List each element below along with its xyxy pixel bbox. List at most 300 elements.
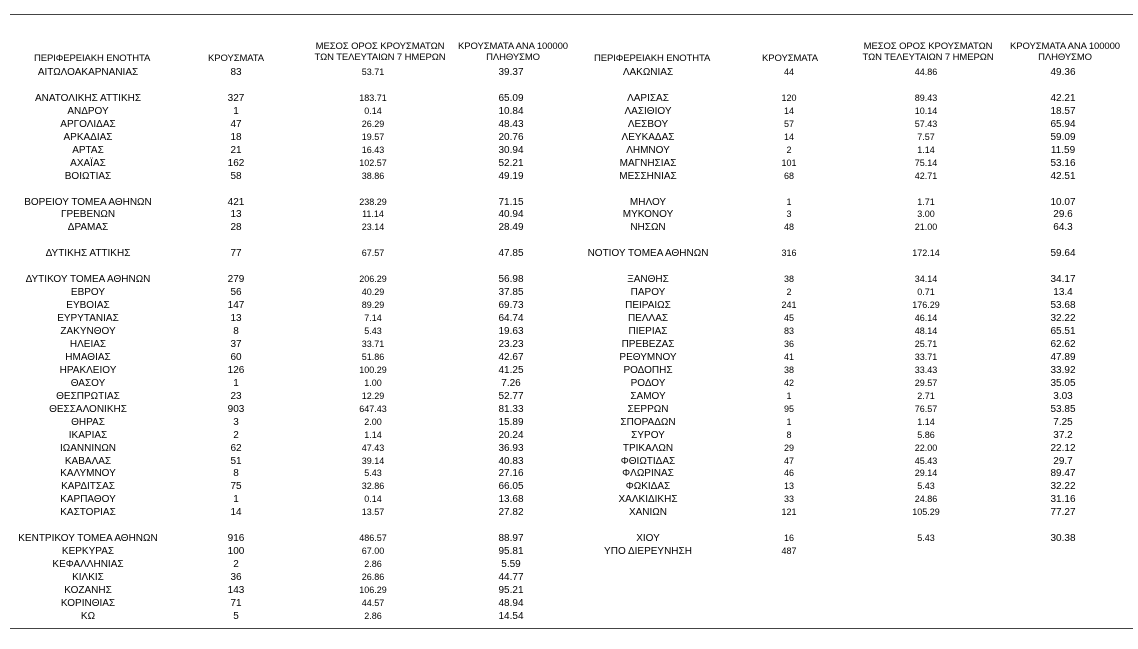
- cell-cases: 57: [783, 118, 794, 129]
- cell-avg: 5.43: [364, 468, 382, 479]
- cell-rate: 95.81: [498, 546, 524, 558]
- cell-cases: 121: [781, 507, 797, 518]
- cell-cases: 2: [786, 144, 792, 155]
- cell-cases: 101: [781, 157, 797, 168]
- cell-avg: 0.14: [364, 105, 382, 116]
- header-right-cases: ΚΡΟΥΣΜΑΤΑ: [762, 53, 819, 64]
- cell-cases: 68: [783, 170, 794, 181]
- header-right-rate-line1: ΚΡΟΥΣΜΑΤΑ ΑΝΑ 100000: [1010, 41, 1120, 52]
- cell-rate: 53.16: [1050, 157, 1076, 169]
- cell-name: ΦΩΚΙΔΑΣ: [625, 481, 671, 493]
- cell-avg: 44.57: [361, 597, 385, 608]
- cell-rate: 31.16: [1050, 494, 1076, 506]
- cell-cases: 1: [233, 494, 239, 506]
- cell-name: ΛΑΣΙΘΙΟΥ: [624, 105, 672, 117]
- header-left-region: ΠΕΡΙΦΕΡΕΙΑΚΗ ΕΝΟΤΗΤΑ: [34, 53, 151, 64]
- header-left-avg-line1: ΜΕΣΟΣ ΟΡΟΣ ΚΡΟΥΣΜΑΤΩΝ: [315, 41, 445, 52]
- cell-name: ΣΑΜΟΥ: [630, 390, 666, 402]
- cell-rate: 39.37: [498, 67, 524, 78]
- cell-rate: 53.68: [1050, 300, 1076, 312]
- cell-avg: 102.57: [359, 157, 387, 168]
- cell-rate: 19.63: [498, 326, 524, 337]
- cell-avg: 7.14: [364, 313, 382, 324]
- cell-name: ΘΕΣΠΡΩΤΙΑΣ: [56, 390, 120, 402]
- cell-name: ΧΑΝΙΩΝ: [628, 507, 668, 519]
- header-right-rate: [1000, 41, 1130, 63]
- cell-cases: 2: [786, 287, 792, 298]
- cell-cases: 36: [783, 338, 794, 349]
- cell-rate: 88.97: [498, 533, 524, 545]
- cell-name: ΜΕΣΣΗΝΙΑΣ: [619, 170, 677, 182]
- cell-rate: 95.21: [498, 585, 524, 596]
- cell-avg: 105.29: [912, 507, 940, 518]
- cell-name: ΗΡΑΚΛΕΙΟΥ: [59, 364, 117, 376]
- cell-cases: 8: [233, 468, 239, 480]
- cell-name: ΜΥΚΟΝΟΥ: [622, 209, 674, 221]
- cell-avg: 486.57: [359, 533, 387, 544]
- cell-name: ΣΠΟΡΑΔΩΝ: [620, 416, 676, 428]
- cell-rate: 49.19: [498, 170, 524, 182]
- cell-name: ΔΡΑΜΑΣ: [67, 222, 109, 234]
- cell-name: ΕΥΒΟΙΑΣ: [66, 300, 110, 312]
- cell-name: ΤΡΙΚΑΛΩΝ: [622, 442, 674, 454]
- cell-name: ΛΑΚΩΝΙΑΣ: [622, 67, 674, 78]
- cell-name: ΕΥΡΥΤΑΝΙΑΣ: [57, 313, 119, 325]
- cell-rate: 81.33: [498, 403, 524, 415]
- cell-rate: 7.25: [1053, 416, 1073, 428]
- cell-name: ΑΝΑΤΟΛΙΚΗΣ ΑΤΤΙΚΗΣ: [34, 92, 142, 104]
- header-left-cases: ΚΡΟΥΣΜΑΤΑ: [208, 53, 265, 64]
- cell-name: ΣΕΡΡΩΝ: [627, 403, 669, 415]
- cell-rate: 27.16: [498, 468, 524, 480]
- cell-name: ΡΟΔΟΠΗΣ: [623, 364, 673, 376]
- cell-avg: 21.00: [914, 222, 938, 233]
- cell-avg: 48.14: [914, 326, 938, 336]
- cell-name: ΛΕΣΒΟΥ: [627, 118, 669, 130]
- cell-rate: 11.59: [1050, 144, 1076, 156]
- cell-cases: 8: [786, 429, 792, 440]
- cell-rate: 44.77: [498, 572, 524, 584]
- cell-avg: 46.14: [914, 313, 938, 324]
- cell-avg: 106.29: [359, 585, 387, 595]
- cell-name: ΚΑΡΠΑΘΟΥ: [60, 494, 116, 506]
- cell-cases: 45: [783, 313, 794, 324]
- cell-rate: 48.94: [498, 597, 524, 609]
- cell-avg: 26.29: [361, 118, 385, 129]
- cell-rate: 37.2: [1053, 429, 1073, 441]
- cell-name: ΕΒΡΟΥ: [70, 287, 106, 299]
- cell-cases: 14: [783, 105, 794, 116]
- cell-rate: 41.25: [498, 364, 524, 376]
- cell-avg: 5.43: [917, 533, 935, 544]
- cell-avg: 29.57: [914, 377, 938, 388]
- cell-avg: 183.71: [359, 92, 387, 103]
- cell-cases: 916: [227, 533, 245, 545]
- cell-cases: 36: [230, 572, 242, 584]
- cell-cases: 23: [230, 390, 242, 402]
- cell-name: ΠΕΛΛΑΣ: [627, 313, 669, 325]
- cell-rate: 89.47: [1050, 468, 1076, 480]
- cell-name: ΑΙΤΩΛΟΑΚΑΡΝΑΝΙΑΣ: [37, 67, 139, 78]
- cell-rate: 5.59: [501, 559, 521, 571]
- cell-avg: 57.43: [914, 118, 938, 129]
- cell-rate: 20.24: [498, 429, 524, 441]
- header-left-rate-line1: ΚΡΟΥΣΜΑΤΑ ΑΝΑ 100000: [458, 41, 568, 52]
- cell-rate: 64.3: [1053, 222, 1073, 234]
- cell-name: ΚΑΡΔΙΤΣΑΣ: [61, 481, 115, 493]
- cell-cases: 75: [230, 481, 242, 493]
- cell-cases: 100: [227, 546, 245, 558]
- cell-name: ΖΑΚΥΝΘΟΥ: [60, 326, 116, 337]
- cell-rate: 33.92: [1050, 364, 1076, 376]
- cell-rate: 48.43: [498, 118, 524, 130]
- cell-avg: 1.71: [917, 196, 935, 207]
- cell-cases: 83: [230, 67, 242, 78]
- cell-rate: 42.51: [1050, 170, 1076, 182]
- cell-cases: 60: [230, 351, 242, 363]
- cell-name: ΚΕΝΤΡΙΚΟΥ ΤΟΜΕΑ ΑΘΗΝΩΝ: [18, 533, 158, 545]
- cell-cases: 1: [233, 105, 239, 117]
- cell-avg: 1.14: [917, 416, 935, 427]
- cell-name: ΑΡΚΑΔΙΑΣ: [63, 131, 113, 143]
- cell-name: ΑΡΓΟΛΙΔΑΣ: [60, 118, 116, 130]
- cell-avg: 172.14: [912, 248, 940, 259]
- header-right-rate-line2: ΠΛΗΘΥΣΜΟ: [1038, 52, 1092, 63]
- cell-name: ΘΕΣΣΑΛΟΝΙΚΗΣ: [49, 403, 127, 415]
- cell-avg: 2.71: [917, 390, 935, 401]
- cell-avg: 1.14: [364, 429, 382, 440]
- cell-name: ΚΩ: [80, 610, 96, 622]
- cell-avg: 40.29: [361, 287, 385, 298]
- cell-name: ΛΗΜΝΟΥ: [626, 144, 670, 156]
- cell-avg: 2.00: [364, 416, 382, 427]
- cell-avg: 176.29: [912, 300, 940, 311]
- cell-avg: 2.86: [364, 610, 382, 621]
- cell-avg: 647.43: [359, 403, 387, 414]
- cell-rate: 23.23: [498, 338, 524, 350]
- cell-rate: 34.17: [1050, 274, 1076, 286]
- cell-cases: 8: [233, 326, 239, 337]
- cell-name: ΧΑΛΚΙΔΙΚΗΣ: [618, 494, 678, 506]
- cell-rate: 69.73: [498, 300, 524, 312]
- cell-name: ΚΙΛΚΙΣ: [72, 572, 104, 584]
- cell-avg: 11.14: [362, 209, 384, 220]
- cell-cases: 327: [227, 92, 245, 104]
- cell-name: ΚΟΡΙΝΘΙΑΣ: [60, 597, 116, 609]
- cell-rate: 66.05: [498, 481, 524, 493]
- cell-rate: 32.22: [1050, 481, 1076, 493]
- cell-name: ΚΑΣΤΟΡΙΑΣ: [60, 507, 116, 519]
- cell-rate: 13.68: [498, 494, 524, 506]
- cell-name: ΙΚΑΡΙΑΣ: [68, 429, 108, 441]
- cell-rate: 13.4: [1053, 287, 1073, 299]
- cell-cases: 62: [230, 442, 242, 454]
- cell-rate: 32.22: [1050, 313, 1076, 325]
- cell-cases: 33: [783, 494, 794, 505]
- cell-avg: 67.57: [361, 248, 385, 259]
- cell-name: ΔΥΤΙΚΟΥ ΤΟΜΕΑ ΑΘΗΝΩΝ: [25, 274, 151, 286]
- cell-name: ΦΘΙΩΤΙΔΑΣ: [620, 455, 676, 467]
- cell-rate: 30.94: [498, 144, 524, 156]
- cell-name: ΡΕΘΥΜΝΟΥ: [619, 351, 677, 363]
- cell-name: ΘΗΡΑΣ: [71, 416, 105, 428]
- cell-rate: 42.67: [498, 351, 524, 363]
- cell-avg: 12.29: [361, 390, 385, 401]
- cell-avg: 16.43: [361, 144, 385, 155]
- cell-rate: 65.09: [498, 92, 524, 104]
- cell-avg: 42.71: [914, 170, 938, 181]
- cell-cases: 126: [227, 364, 245, 376]
- cell-cases: 5: [233, 610, 239, 622]
- cell-cases: 1: [786, 390, 792, 401]
- cell-name: ΗΜΑΘΙΑΣ: [65, 351, 111, 363]
- cell-cases: 162: [227, 157, 245, 169]
- cell-cases: 41: [783, 351, 794, 362]
- cell-name: ΜΑΓΝΗΣΙΑΣ: [619, 157, 677, 169]
- cell-cases: 903: [227, 403, 245, 415]
- cell-name: ΚΟΖΑΝΗΣ: [64, 585, 112, 596]
- cell-rate: 27.82: [498, 507, 524, 519]
- cell-name: ΑΡΤΑΣ: [72, 144, 104, 156]
- cell-rate: 22.12: [1050, 442, 1076, 454]
- cell-cases: 29: [783, 442, 794, 453]
- cell-avg: 75.14: [914, 157, 938, 168]
- cell-cases: 13: [230, 209, 242, 221]
- cell-avg: 5.86: [917, 429, 935, 440]
- top-rule: [10, 14, 1133, 15]
- cell-name: ΑΧΑΪΑΣ: [70, 157, 106, 169]
- cell-rate: 29.7: [1053, 455, 1073, 467]
- cell-name: ΝΟΤΙΟΥ ΤΟΜΕΑ ΑΘΗΝΩΝ: [587, 248, 709, 260]
- cell-cases: 37: [230, 338, 242, 350]
- cell-rate: 20.76: [498, 131, 524, 143]
- cell-avg: 51.86: [361, 351, 385, 362]
- cell-rate: 29.6: [1053, 209, 1073, 221]
- cell-cases: 58: [230, 170, 242, 182]
- cell-cases: 1: [786, 196, 792, 207]
- cell-name: ΚΕΡΚΥΡΑΣ: [61, 546, 115, 558]
- bottom-rule: [10, 628, 1133, 629]
- cell-cases: 279: [227, 274, 245, 286]
- cell-cases: 48: [783, 222, 794, 233]
- header-left-rate-line2: ΠΛΗΘΥΣΜΟ: [486, 52, 540, 63]
- cell-avg: 100.29: [359, 364, 387, 375]
- cell-cases: 47: [783, 455, 794, 466]
- cell-avg: 1.14: [917, 144, 935, 155]
- cell-avg: 39.14: [361, 455, 385, 466]
- cell-avg: 38.86: [361, 170, 385, 181]
- cell-avg: 238.29: [359, 196, 387, 207]
- cell-name: ΝΗΣΩΝ: [630, 222, 666, 234]
- cell-cases: 147: [227, 300, 245, 312]
- cell-rate: 59.64: [1050, 248, 1076, 260]
- cell-avg: 53.71: [361, 67, 385, 77]
- cell-rate: 15.89: [498, 416, 524, 428]
- cell-rate: 53.85: [1050, 403, 1076, 415]
- cell-cases: 14: [230, 507, 242, 519]
- cell-avg: 33.71: [914, 351, 938, 362]
- cell-cases: 3: [233, 416, 239, 428]
- cell-name: ΒΟΙΩΤΙΑΣ: [64, 170, 112, 182]
- cell-name: ΠΙΕΡΙΑΣ: [628, 326, 668, 337]
- cell-cases: 47: [230, 118, 242, 130]
- cell-name: ΧΙΟΥ: [636, 533, 660, 545]
- cell-avg: 1.00: [364, 377, 382, 388]
- cell-avg: 0.14: [364, 494, 382, 505]
- cell-name: ΦΛΩΡΙΝΑΣ: [622, 468, 674, 480]
- cell-rate: 65.94: [1050, 118, 1076, 130]
- cell-cases: 2: [233, 559, 239, 571]
- cell-rate: 40.83: [498, 455, 524, 467]
- cell-cases: 77: [230, 248, 242, 260]
- cell-rate: 77.27: [1050, 507, 1076, 519]
- cell-avg: 89.43: [914, 92, 938, 103]
- cell-name: ΜΗΛΟΥ: [629, 196, 667, 208]
- cell-avg: 45.43: [914, 455, 938, 466]
- cell-cases: 143: [227, 585, 245, 596]
- cell-rate: 14.54: [498, 610, 524, 622]
- cell-rate: 35.05: [1050, 377, 1076, 389]
- cell-avg: 24.86: [914, 494, 938, 505]
- cell-name: ΚΕΦΑΛΛΗΝΙΑΣ: [52, 559, 124, 571]
- cell-name: ΗΛΕΙΑΣ: [69, 338, 107, 350]
- cell-rate: 71.15: [498, 196, 524, 208]
- cell-cases: 241: [781, 300, 797, 311]
- cell-cases: 1: [233, 377, 239, 389]
- cell-avg: 13.57: [361, 507, 385, 518]
- cell-rate: 47.89: [1050, 351, 1076, 363]
- cell-name: ΡΟΔΟΥ: [630, 377, 666, 389]
- cell-rate: 62.62: [1050, 338, 1076, 350]
- cell-rate: 10.07: [1050, 196, 1076, 208]
- cell-rate: 52.21: [498, 157, 524, 169]
- cell-name: ΓΡΕΒΕΝΩΝ: [60, 209, 116, 221]
- cell-rate: 7.26: [501, 377, 521, 389]
- cell-rate: 65.51: [1050, 326, 1076, 337]
- cell-avg: 76.57: [914, 403, 938, 414]
- cell-rate: 36.93: [498, 442, 524, 454]
- cell-cases: 42: [783, 377, 794, 388]
- cell-rate: 30.38: [1050, 533, 1076, 545]
- cell-cases: 2: [233, 429, 239, 441]
- cell-name: ΞΑΝΘΗΣ: [627, 274, 669, 286]
- cell-cases: 71: [230, 597, 242, 609]
- header-left-rate: [448, 41, 578, 63]
- cell-rate: 59.09: [1050, 131, 1076, 143]
- cell-cases: 14: [783, 131, 794, 142]
- header-left-avg: [310, 41, 450, 63]
- cell-name: ΠΕΙΡΑΙΩΣ: [625, 300, 671, 312]
- cell-avg: 19.57: [361, 131, 385, 142]
- cell-name: ΥΠΟ ΔΙΕΡΕΥΝΗΣΗ: [604, 546, 692, 558]
- cell-avg: 10.14: [914, 105, 938, 116]
- cell-rate: 3.03: [1053, 390, 1073, 402]
- cell-cases: 38: [783, 364, 794, 375]
- cell-cases: 21: [230, 144, 242, 156]
- cell-rate: 37.85: [498, 287, 524, 299]
- cell-avg: 5.43: [917, 481, 935, 492]
- cell-name: ΛΕΥΚΑΔΑΣ: [621, 131, 675, 143]
- cell-cases: 18: [230, 131, 242, 143]
- cell-cases: 120: [781, 92, 797, 103]
- header-right-avg-line1: ΜΕΣΟΣ ΟΡΟΣ ΚΡΟΥΣΜΑΤΩΝ: [863, 41, 993, 52]
- header-left-avg-line2: ΤΩΝ ΤΕΛΕΥΤΑΙΩΝ 7 ΗΜΕΡΩΝ: [314, 52, 446, 63]
- cell-rate: 52.77: [498, 390, 524, 402]
- cell-avg: 33.43: [914, 364, 938, 375]
- cell-name: ΒΟΡΕΙΟΥ ΤΟΜΕΑ ΑΘΗΝΩΝ: [24, 196, 152, 208]
- cell-rate: 28.49: [498, 222, 524, 234]
- cell-rate: 47.85: [498, 248, 524, 260]
- cell-name: ΔΥΤΙΚΗΣ ΑΤΤΙΚΗΣ: [45, 248, 131, 260]
- cell-avg: 2.86: [364, 559, 382, 570]
- cell-cases: 13: [783, 481, 794, 492]
- cell-name: ΣΥΡΟΥ: [631, 429, 665, 441]
- cell-avg: 34.14: [914, 274, 938, 285]
- cell-name: ΠΡΕΒΕΖΑΣ: [621, 338, 675, 350]
- cell-cases: 46: [783, 468, 794, 479]
- cell-name: ΚΑΛΥΜΝΟΥ: [60, 468, 116, 480]
- cell-avg: 22.00: [914, 442, 938, 453]
- cell-cases: 16: [783, 533, 794, 544]
- cell-name: ΑΝΔΡΟΥ: [67, 105, 109, 117]
- cell-cases: 1: [786, 416, 792, 427]
- cell-rate: 40.94: [498, 209, 524, 221]
- cell-name: ΛΑΡΙΣΑΣ: [627, 92, 669, 104]
- cell-name: ΚΑΒΑΛΑΣ: [64, 455, 112, 467]
- cell-rate: 64.74: [498, 313, 524, 325]
- cell-name: ΠΑΡΟΥ: [630, 287, 666, 299]
- cell-avg: 23.14: [361, 222, 385, 233]
- cell-avg: 3.00: [917, 209, 935, 220]
- cell-avg: 206.29: [359, 274, 387, 285]
- cell-avg: 25.71: [914, 338, 938, 349]
- cell-cases: 28: [230, 222, 242, 234]
- cell-avg: 32.86: [361, 481, 385, 492]
- cell-cases: 44: [783, 67, 794, 77]
- cell-avg: 29.14: [914, 468, 938, 479]
- cell-cases: 56: [230, 287, 242, 299]
- cell-cases: 316: [781, 248, 797, 259]
- cell-cases: 13: [230, 313, 242, 325]
- cell-rate: 18.57: [1050, 105, 1076, 117]
- header-right-avg: [858, 41, 998, 63]
- cell-avg: 89.29: [361, 300, 385, 311]
- cell-rate: 10.84: [498, 105, 524, 117]
- cell-avg: 7.57: [917, 131, 935, 142]
- cell-rate: 42.21: [1050, 92, 1076, 104]
- cell-rate: 56.98: [498, 274, 524, 286]
- cell-avg: 26.86: [361, 572, 385, 583]
- cell-avg: 44.86: [914, 67, 938, 77]
- header-right-region: ΠΕΡΙΦΕΡΕΙΑΚΗ ΕΝΟΤΗΤΑ: [594, 53, 711, 64]
- cell-name: ΘΑΣΟΥ: [70, 377, 106, 389]
- cell-avg: 33.71: [361, 338, 385, 349]
- cell-cases: 51: [230, 455, 242, 467]
- cell-avg: 0.71: [917, 287, 935, 298]
- header-right-avg-line2: ΤΩΝ ΤΕΛΕΥΤΑΙΩΝ 7 ΗΜΕΡΩΝ: [862, 52, 994, 63]
- cell-cases: 421: [227, 196, 245, 208]
- cell-cases: 38: [783, 274, 794, 285]
- cell-cases: 487: [781, 546, 797, 557]
- cell-cases: 83: [783, 326, 794, 336]
- cell-avg: 5.43: [364, 326, 382, 336]
- cell-avg: 47.43: [361, 442, 385, 453]
- cell-name: ΙΩΑΝΝΙΝΩΝ: [59, 442, 117, 454]
- cell-rate: 49.36: [1050, 67, 1076, 78]
- cell-cases: 3: [786, 209, 792, 220]
- cell-avg: 67.00: [361, 546, 385, 557]
- cell-cases: 95: [783, 403, 794, 414]
